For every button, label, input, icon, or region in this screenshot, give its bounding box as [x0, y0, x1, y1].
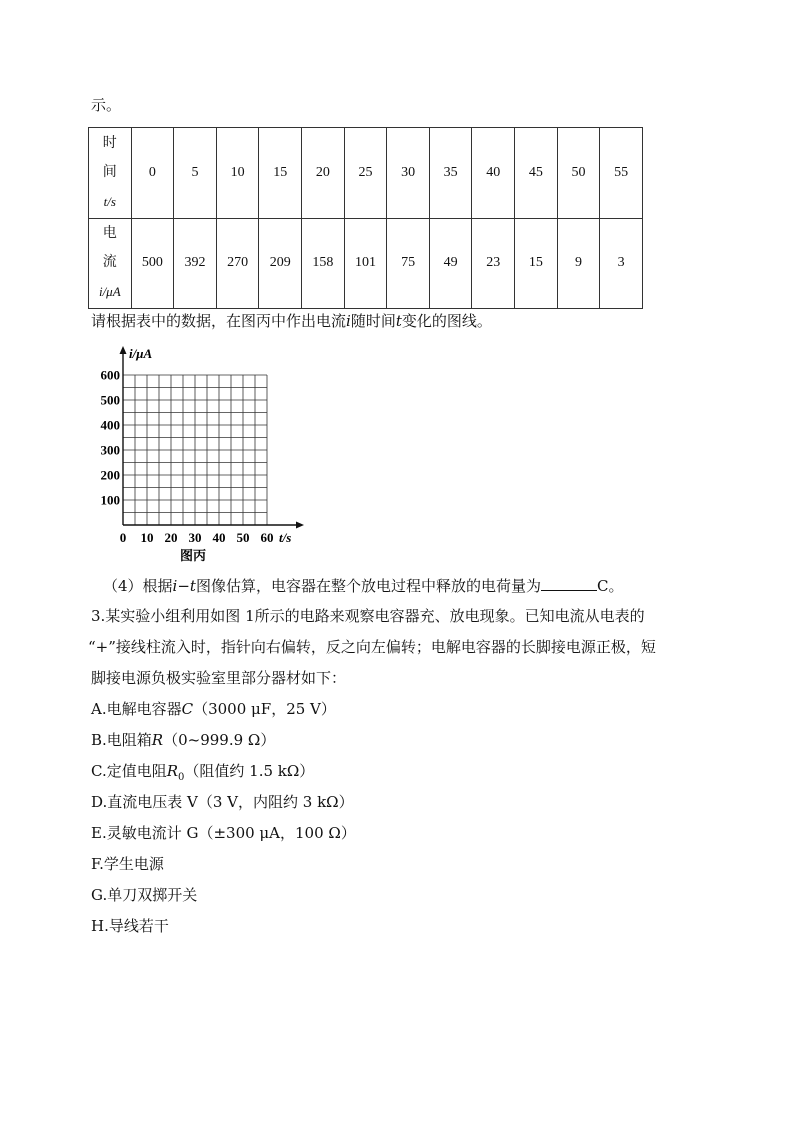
item-c-sub: 0 [178, 772, 185, 783]
item-c-prefix: C.定值电阻 [91, 762, 167, 780]
instruction-part1: 请根据表中的数据，在图丙中作出电流 [91, 312, 347, 330]
instruction-part2: 随时间 [350, 312, 396, 330]
y-axis-label: i/μA [129, 346, 153, 361]
it-graph [90, 342, 320, 567]
q4-prefix: （4）根据 [103, 577, 173, 595]
x-axis-label: t/s [279, 530, 292, 545]
time-cell: 0 [131, 128, 174, 219]
item-a-prefix: A.电解电容器 [91, 700, 182, 718]
current-cell: 23 [472, 218, 515, 309]
current-header-cell [89, 218, 132, 309]
instruction-part3: 变化的图线。 [401, 312, 492, 330]
item-a-suffix: （3000 μF，25 V） [193, 700, 336, 718]
item-a [91, 699, 336, 719]
item-c-suffix: （阻值约 1.5 kΩ） [184, 762, 315, 780]
x-tick-label: 10 [140, 530, 154, 545]
x-tick-label: 20 [164, 530, 178, 545]
current-cell: 101 [344, 218, 387, 309]
x-tick-label: 0 [119, 530, 127, 545]
time-header-char1: 时 [102, 134, 117, 151]
current-header-char1: 电 [102, 225, 117, 242]
instruction-var-t: t [395, 312, 402, 330]
time-cell: 40 [472, 128, 515, 219]
q4-suffix: C。 [596, 577, 624, 595]
current-cell: 49 [429, 218, 472, 309]
y-axis-arrow-icon [120, 346, 127, 354]
current-header-unit: i/μA [98, 284, 121, 300]
item-b-var: R [151, 731, 164, 749]
current-cell: 15 [515, 218, 558, 309]
q3-line3: 脚接电源负极实验室里部分器材如下： [91, 669, 347, 687]
x-tick-label: 30 [188, 530, 202, 545]
item-b [91, 730, 275, 750]
item-c-var: R [166, 762, 179, 780]
time-cell: 55 [600, 128, 643, 219]
intro-tail: 示。 [91, 96, 122, 114]
current-cell: 158 [302, 218, 345, 309]
current-header-char2: 流 [102, 254, 117, 271]
time-cell: 20 [302, 128, 345, 219]
time-cell: 50 [557, 128, 600, 219]
x-tick-label: 40 [212, 530, 226, 545]
x-tick-label: 50 [236, 530, 250, 545]
q3-line2: “+”接线柱流入时，指针向右偏转，反之向左偏转；电解电容器的长脚接电源正极，短 [88, 638, 656, 656]
table-row-time [89, 128, 643, 219]
q4-middle: 图像估算，电容器在整个放电过程中释放的电荷量为 [195, 577, 541, 595]
time-cell: 30 [387, 128, 430, 219]
q3-line1: 3.某实验小组利用如图 1所示的电路来观察电容器充、放电现象。已知电流从电表的 [91, 607, 645, 625]
item-f: F.学生电源 [91, 855, 164, 873]
y-tick-label: 300 [100, 442, 120, 458]
time-cell: 25 [344, 128, 387, 219]
graph-caption: 图丙 [179, 549, 207, 564]
time-cell: 10 [216, 128, 259, 219]
current-cell: 9 [557, 218, 600, 309]
current-cell: 500 [131, 218, 174, 309]
time-header-cell [89, 128, 132, 219]
item-a-var: C [181, 700, 194, 718]
q4-expr: i−t [172, 577, 196, 595]
current-cell: 392 [174, 218, 217, 309]
current-cell: 3 [600, 218, 643, 309]
item-d: D.直流电压表 V（3 V，内阻约 3 kΩ） [91, 793, 354, 811]
time-header-unit: t/s [103, 193, 116, 209]
current-cell: 75 [387, 218, 430, 309]
y-tick-label: 600 [100, 367, 120, 383]
item-h: H.导线若干 [91, 917, 169, 935]
y-tick-label: 500 [100, 392, 120, 408]
current-cell: 270 [216, 218, 259, 309]
time-cell: 45 [515, 128, 558, 219]
table-row-current [89, 218, 643, 309]
item-b-prefix: B.电阻箱 [91, 731, 152, 749]
x-tick-label: 60 [260, 530, 274, 545]
q4-text [103, 575, 623, 596]
y-tick-label: 400 [100, 417, 120, 433]
instruction-var-i: i [346, 312, 351, 330]
current-cell: 209 [259, 218, 302, 309]
time-cell: 15 [259, 128, 302, 219]
data-table [88, 127, 643, 309]
y-tick-label: 200 [100, 467, 120, 483]
x-axis-arrow-icon [296, 522, 304, 529]
time-cell: 5 [174, 128, 217, 219]
item-b-suffix: （0~999.9 Ω） [163, 731, 276, 749]
time-cell: 35 [429, 128, 472, 219]
answer-blank [541, 575, 597, 591]
item-g: G.单刀双掷开关 [91, 886, 198, 904]
item-e: E.灵敏电流计 G（±300 μA，100 Ω） [91, 824, 356, 842]
item-c [91, 761, 314, 788]
time-header-char2: 间 [102, 163, 117, 180]
instruction-text [91, 311, 492, 331]
y-tick-label: 100 [100, 492, 120, 508]
